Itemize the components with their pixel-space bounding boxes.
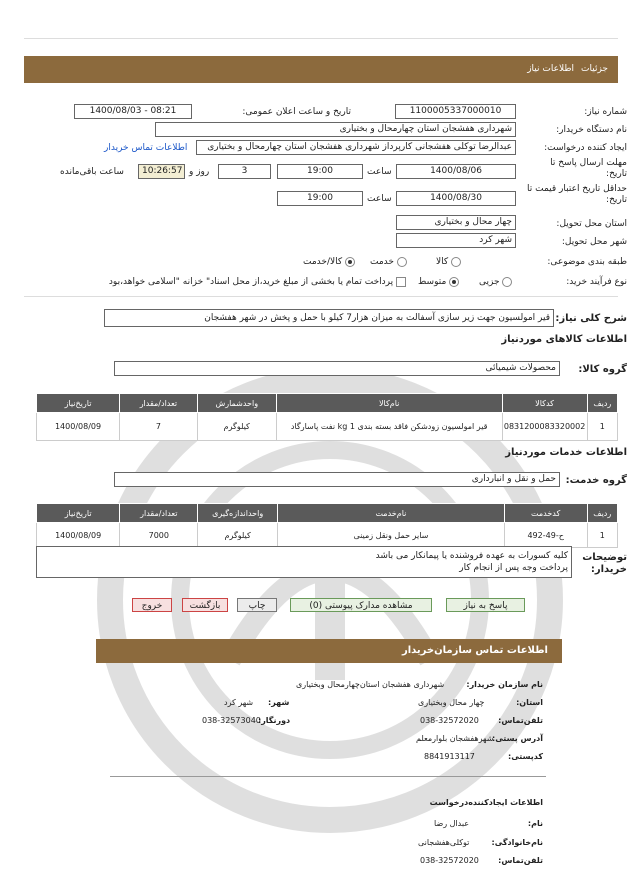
- cell-code: ح-49-492: [504, 523, 587, 548]
- col-qty: تعداد/مقدار: [120, 394, 198, 413]
- col-unit: واحدشمارش: [197, 394, 276, 413]
- goods-group-label: گروه کالا:: [578, 364, 627, 375]
- col-row: ردیف: [587, 504, 617, 523]
- radio-selected-icon[interactable]: [345, 257, 355, 267]
- creator-section-title: اطلاعات ایجادکننده‌درخواست: [429, 798, 543, 807]
- col-date: تاریخ‌نیاز: [37, 504, 120, 523]
- goods-table-header: [37, 394, 618, 413]
- goods-table: [36, 393, 618, 441]
- buyer-label: نام دستگاه خریدار:: [556, 125, 627, 135]
- phone-value: 038-32572020: [420, 716, 479, 725]
- contact-title: اطلاعات تماس سازمان‌خریدار: [401, 645, 548, 656]
- proc-partial-label: جزیی: [479, 277, 500, 287]
- contact-city-value: شهر کرد: [224, 698, 254, 707]
- org-label: نام سازمان خریدار:: [466, 680, 543, 689]
- contact-city-label: شهر:: [268, 698, 290, 707]
- announce-field: 1400/08/03 - 08:21: [74, 104, 192, 119]
- contact-province-value: چهار محال وبختیاری: [418, 698, 485, 707]
- buyer-notes-line2: پرداخت وجه پس از انجام کار: [459, 563, 568, 573]
- city-field: شهر کرد: [396, 233, 516, 248]
- proc-partial-option[interactable]: [479, 276, 512, 288]
- services-group-label: گروه خدمت:: [565, 475, 627, 486]
- validity-label: حداقل تاریخ اعتبار قیمت تا تاریخ:: [527, 184, 627, 205]
- validity-date-field: 1400/08/30: [396, 191, 516, 206]
- days-field: 3: [218, 164, 271, 179]
- proc-medium-option[interactable]: [418, 276, 459, 288]
- exit-button[interactable]: خروج: [132, 598, 172, 612]
- cell-date: 1400/08/09: [37, 413, 120, 441]
- table-row: [37, 523, 618, 548]
- radio-icon[interactable]: [451, 257, 461, 267]
- cell-row: 1: [587, 523, 617, 548]
- col-code: کدکالا: [502, 394, 587, 413]
- proc-medium-label: متوسط: [418, 277, 447, 287]
- process-label: نوع فرآیند خرید:: [566, 277, 627, 287]
- name-value: عبدال رضا: [434, 819, 470, 828]
- deadline-label: مهلت ارسال پاسخ تا تاریخ:: [550, 158, 627, 179]
- table-row: [37, 413, 618, 441]
- creator-phone-label: تلفن‌تماس:: [498, 856, 543, 865]
- cat-goods-service-label: کالا/خدمت: [303, 257, 343, 267]
- address-value: شهرهفشجان بلوارمعلم: [416, 734, 494, 743]
- contact-province-label: استان:: [516, 698, 543, 707]
- buyer-field: شهرداری هفشجان استان چهارمحال و بختیاری: [155, 122, 516, 137]
- buyer-notes-label: توضیحات خریدار:: [582, 552, 627, 575]
- province-field: چهار محال و بختیاری: [396, 215, 516, 230]
- need-number-field: 1100005337000010: [395, 104, 516, 119]
- radio-icon[interactable]: [502, 277, 512, 287]
- family-value: توکلی‌هفشجانی: [418, 838, 470, 847]
- need-number-label: شماره نیاز:: [584, 107, 627, 117]
- services-section-title: اطلاعات خدمات موردنیاز: [505, 447, 627, 458]
- province-label: استان محل تحویل:: [556, 219, 627, 229]
- remaining-label: ساعت باقی‌مانده: [60, 167, 124, 177]
- city-label: شهر محل تحویل:: [561, 237, 627, 247]
- tab-details[interactable]: جزئیات: [581, 64, 608, 74]
- org-value: شهرداری هفشجان استان‌چهارمحال وبختیاری: [296, 680, 445, 689]
- fax-label: دورنگار:: [258, 716, 291, 725]
- col-code: کدخدمت: [504, 504, 587, 523]
- announce-label: تاریخ و ساعت اعلان عمومی:: [242, 107, 351, 117]
- goods-section-title: اطلاعات کالاهای موردنیاز: [501, 334, 627, 345]
- cat-goods-service-option[interactable]: [303, 256, 355, 268]
- col-unit: واحداندازه‌گیری: [198, 504, 278, 523]
- phone-label: تلفن‌تماس:: [498, 716, 543, 725]
- summary-label: شرح کلی نیاز:: [555, 313, 627, 324]
- tab-need-info[interactable]: اطلاعات نیاز: [527, 64, 574, 74]
- proc-note-label: پرداخت تمام یا بخشی از مبلغ خرید،از محل اسناد" خزانه "اسلامی خواهد،بود: [108, 277, 394, 287]
- postal-label: کدپستی:: [508, 752, 543, 761]
- radio-icon[interactable]: [397, 257, 407, 267]
- validity-time-field: 19:00: [277, 191, 363, 206]
- radio-selected-icon[interactable]: [449, 277, 459, 287]
- cat-service-label: خدمت: [370, 257, 394, 267]
- col-name: نام‌خدمت: [278, 504, 505, 523]
- col-name: نام‌کالا: [276, 394, 502, 413]
- col-qty: تعداد/مقدار: [120, 504, 198, 523]
- services-table: [36, 503, 618, 548]
- back-button[interactable]: بازگشت: [182, 598, 228, 612]
- buyer-notes-line1: کلیه کسورات به عهده فروشنده یا پیمانکار می باشد: [375, 551, 568, 561]
- services-group-field: حمل و نقل و انبارداری: [114, 472, 560, 487]
- family-label: نام‌خانوادگی:: [491, 838, 543, 847]
- col-date: تاریخ‌نیاز: [37, 394, 120, 413]
- services-table-header: [37, 504, 618, 523]
- cell-code: 0831200083320002: [502, 413, 587, 441]
- cat-goods-label: کالا: [436, 257, 449, 267]
- cat-goods-option[interactable]: [436, 256, 461, 268]
- address-label: آدرس پستی:: [492, 734, 543, 743]
- cell-qty: 7: [120, 413, 198, 441]
- postal-value: 8841913117: [424, 752, 475, 761]
- col-row: ردیف: [587, 394, 617, 413]
- validity-time-label: ساعت: [367, 194, 392, 204]
- cell-name: قیر امولسیون زودشکن فاقد بسته بندی 1 kg نفت پاسارگاد: [276, 413, 502, 441]
- creator-field: عبدالرضا توکلی هفشجانی کارپرداز شهرداری هفشجان استان چهارمحال و بختیاری: [196, 140, 516, 155]
- summary-field: قیر امولسیون جهت زیر سازی آسفالت به میزان هزار7 کیلو با حمل و پخش در شهر هفشجان: [104, 309, 554, 327]
- deadline-date-field: 1400/08/06: [396, 164, 516, 179]
- header-bar: [24, 56, 618, 83]
- proc-note-option[interactable]: [66, 276, 406, 288]
- buyer-contact-link[interactable]: اطلاعات تماس خریدار: [104, 143, 188, 153]
- fax-value: 038-32573040: [202, 716, 261, 725]
- name-label: نام:: [527, 819, 543, 828]
- reply-button[interactable]: پاسخ به نیاز: [446, 598, 525, 612]
- cell-row: 1: [587, 413, 617, 441]
- buyer-notes-field: [36, 546, 572, 578]
- attachments-button[interactable]: مشاهده مدارک پیوستی (0): [290, 598, 432, 612]
- creator-phone-value: 038-32572020: [420, 856, 479, 865]
- deadline-time-field: 19:00: [277, 164, 363, 179]
- days-label: روز و: [189, 167, 210, 177]
- cell-unit: کیلوگرم: [197, 413, 276, 441]
- contact-header: [96, 639, 562, 663]
- remaining-time-field: 10:26:57: [138, 164, 185, 179]
- checkbox-icon[interactable]: [396, 277, 406, 287]
- cell-date: 1400/08/09: [37, 523, 120, 548]
- cell-qty: 7000: [120, 523, 198, 548]
- creator-label: ایجاد کننده درخواست:: [544, 143, 627, 153]
- cell-name: سایر حمل ونقل زمینی: [278, 523, 505, 548]
- goods-group-field: محصولات شیمیائی: [114, 361, 560, 376]
- print-button[interactable]: چاپ: [237, 598, 277, 612]
- category-label: طبقه بندی موضوعی:: [547, 257, 627, 267]
- cat-service-option[interactable]: [370, 256, 407, 268]
- deadline-time-label: ساعت: [367, 167, 392, 177]
- cell-unit: کیلوگرم: [198, 523, 278, 548]
